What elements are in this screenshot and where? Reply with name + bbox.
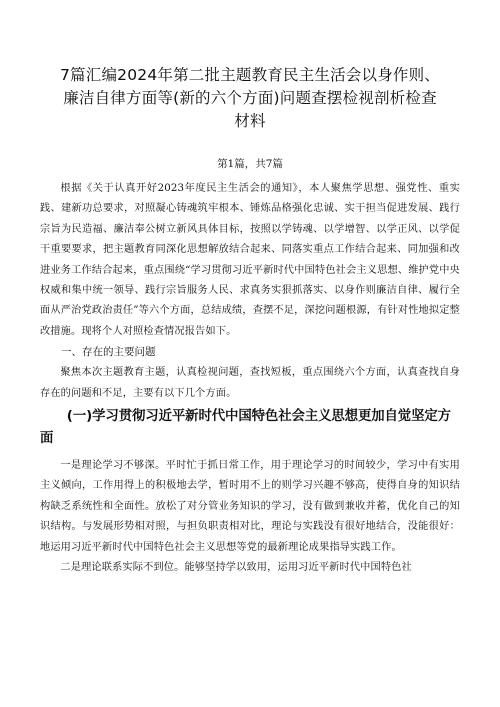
document-title: 7篇汇编2024年第二批主题教育民主生活会以身作则、廉洁自律方面等(新的六个方面)问题查摆检视剖析检查材料 [60,66,441,130]
item2-paragraph: 二是理论联系实际不到位。能够坚持学以致用，运用习近平新时代中国特色社 [60,562,412,574]
document-subtitle: 第1篇，共7篇 [217,158,283,170]
section1-paragraph: 聚焦本次主题教育主题，认真检视问题，查找短板，重点围绕六个方面，认真查找自身存在的问题和不足，主要有以下几个方面。 [40,367,460,399]
section1-heading: 一、存在的主要问题 [61,346,156,359]
subsection1-heading: (一)学习贯彻习近平新时代中国特色社会主义思想更加自觉坚定方面 [40,409,451,447]
intro-paragraph: 根据《关于认真开好2023年度民主生活会的通知》，本人聚焦学思想、强党性、重实践、建新功总要求，对照凝心铸魂筑牢根本、锤炼品格强化忠诚、实干担当促进发展、践行宗旨为民造福、廉洁奉公树立新风具体目标，按照以学铸魂、以学增智、以学正风、以学促干重要要求，把主题教育同深化思想解放结合起来、同落实重点工作结合起来、同加强和改进业务工作结合起来，重点围绕“学习贯彻习近平新时代中国特色社会主义思想、维护党中央权威和集中统一领导、践行宗旨服务人民、求真务实狠抓落实、以身作则廉洁自律、履行全面从严治党政治责任”等六个方面，总结成绩，查摆不足，深挖问题根源，有针对性地拟定整改措施。现将个人对照检查情况报告如下。 [40,183,460,337]
item1-paragraph: 一是理论学习不够深。平时忙于抓日常工作，用于理论学习的时间较少，学习中有实用主义倾向，工作用得上的积极地去学，暂时用不上的则学习兴趣不够高，使得自身的知识结构缺乏系统性和全面性。放松了对分管业务知识的学习，没有做到兼收并蓄，优化自己的知识结构。与发展形势相对照，与担负职责相对比，理论与实践没有很好地结合，没能很好：地运用习近平新时代中国特色社会主义思想等党的最新理论成果指导实践工作。 [40,460,460,553]
